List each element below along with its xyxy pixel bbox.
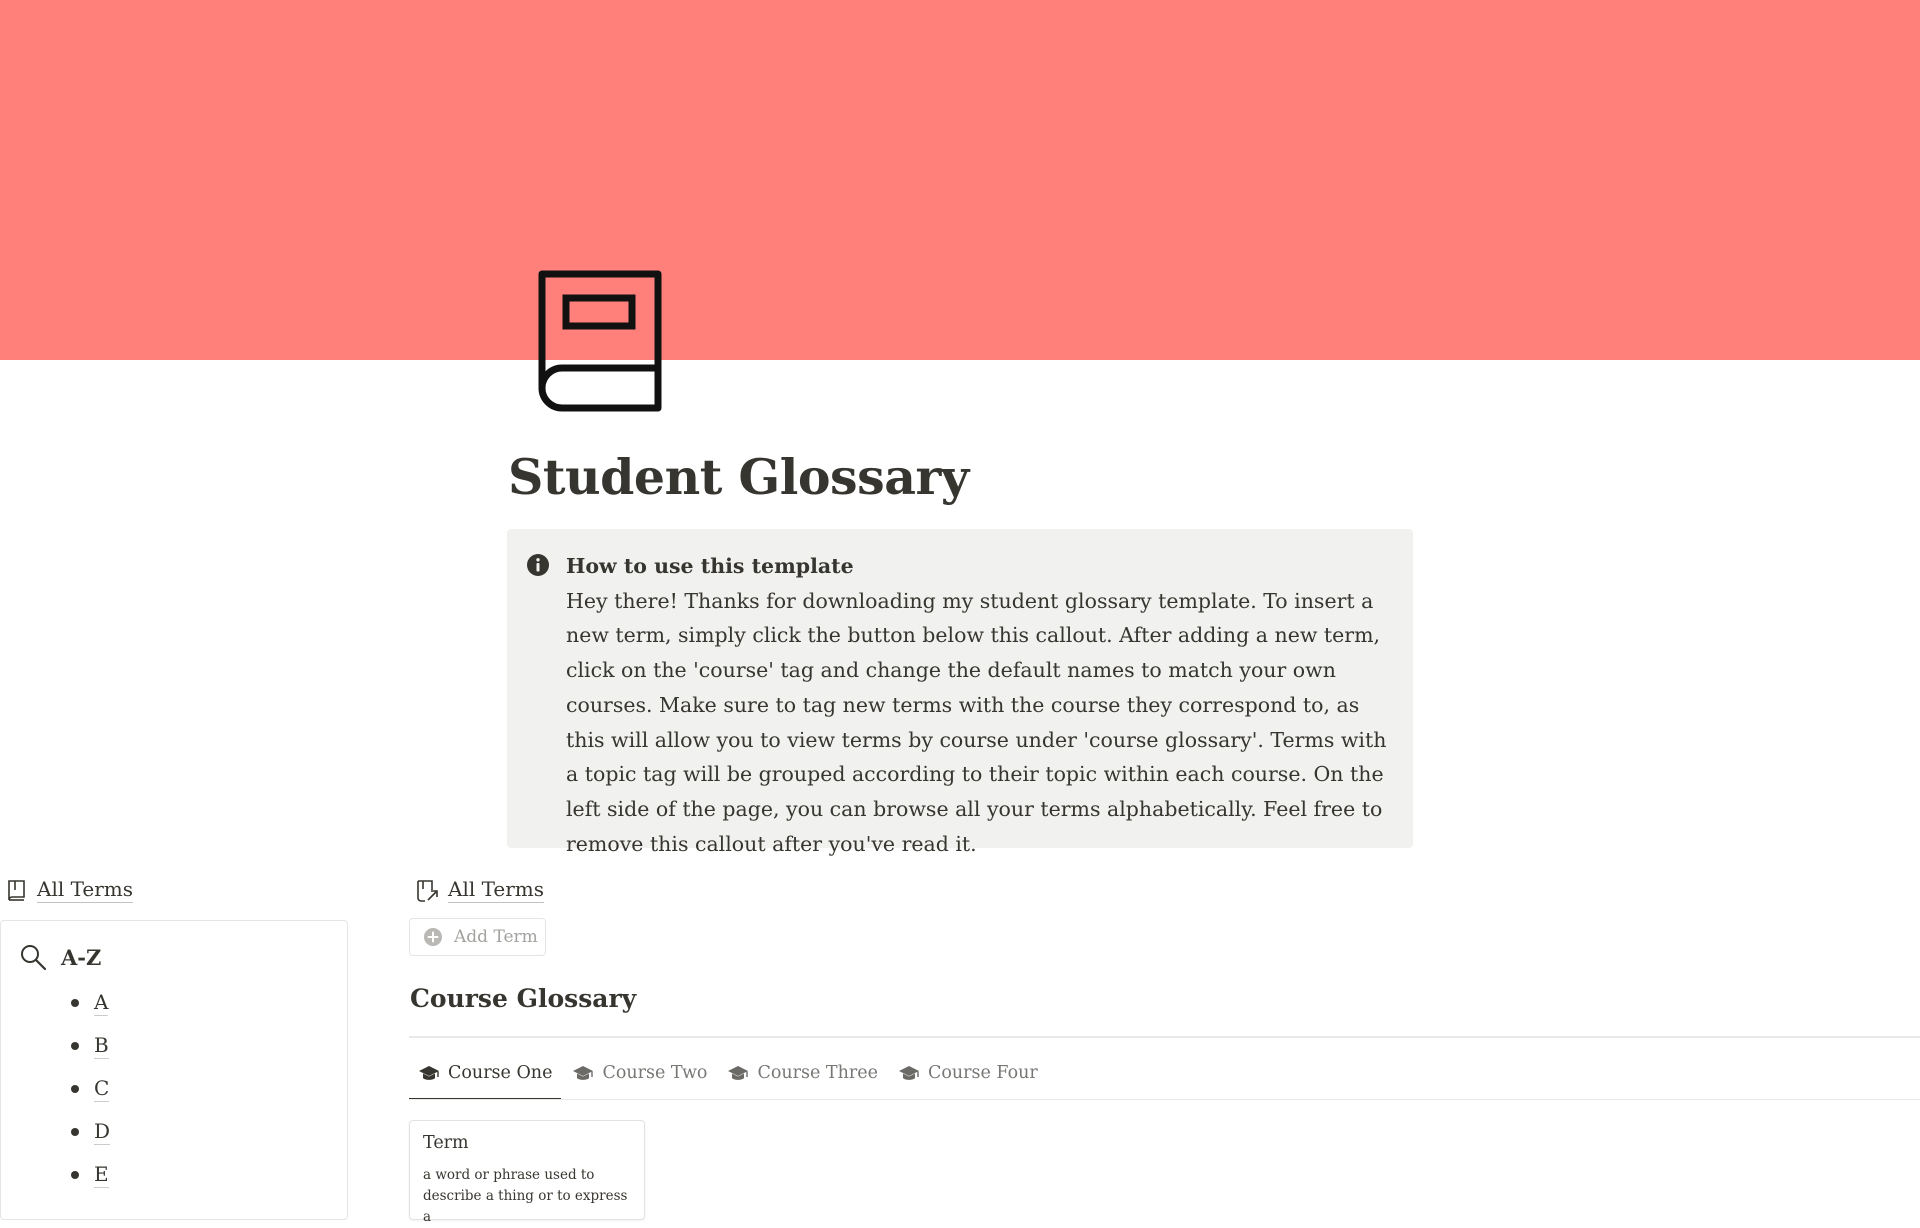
tab-course-two[interactable] <box>563 1054 716 1100</box>
callout-body: Hey there! Thanks for downloading my student glossary template. To insert a new term, simply click the button below this callout. After adding a new term, click on the 'course' tag and change the default names to match your own courses. Make sure to tag new terms with the course they correspond to, as this will allow you to view terms by course under 'course glossary'. Terms with a topic tag will be grouped according to their topic within each course. On the left side of the page, you can browse all your terms alphabetically. Feel free to remove this callout after you've read it. <box>566 588 1387 856</box>
tab-label: Course Three <box>757 1063 878 1083</box>
bullet <box>71 1128 79 1136</box>
all-terms-link-main[interactable] <box>408 870 1920 910</box>
letter-link[interactable]: A <box>94 989 109 1014</box>
list-item[interactable] <box>61 1024 110 1067</box>
az-header <box>19 943 101 971</box>
divider <box>409 1036 1920 1038</box>
left-column <box>0 870 352 910</box>
card-description: a word or phrase used to describe a thing or to express a <box>423 1167 628 1225</box>
page-title: Student Glossary <box>508 448 969 506</box>
letter-link[interactable]: E <box>94 1161 109 1186</box>
callout-title: How to use this template <box>566 554 854 578</box>
tab-course-one[interactable] <box>409 1054 561 1100</box>
view-tabs <box>409 1054 1049 1100</box>
az-title: A-Z <box>61 944 102 970</box>
bullet <box>71 1042 79 1050</box>
list-item[interactable] <box>61 1153 110 1196</box>
search-icon <box>19 943 47 971</box>
callout <box>507 529 1413 856</box>
info-icon <box>526 553 550 577</box>
list-item[interactable] <box>61 981 110 1024</box>
graduation-cap-icon <box>572 1064 594 1084</box>
plus-circle-icon <box>423 927 443 947</box>
letter-link[interactable]: C <box>94 1075 110 1100</box>
az-browse-box <box>0 920 348 1220</box>
book-open-icon <box>6 878 28 902</box>
letter-link[interactable]: B <box>94 1032 109 1057</box>
page-cover <box>0 0 1920 360</box>
letter-link[interactable]: D <box>94 1118 111 1143</box>
add-term-button[interactable] <box>409 918 546 956</box>
bullet <box>71 999 79 1007</box>
tab-label: Course One <box>448 1063 553 1083</box>
tab-label: Course Four <box>927 1063 1038 1083</box>
callout-text <box>566 549 1396 861</box>
book-icon <box>534 268 668 424</box>
az-letter-list <box>61 981 110 1196</box>
list-item[interactable] <box>61 1067 110 1110</box>
section-heading: Course Glossary <box>410 984 637 1013</box>
all-terms-link-label[interactable]: All Terms <box>448 877 545 901</box>
add-term-label: Add Term <box>454 927 538 947</box>
tab-label: Course Two <box>602 1063 708 1083</box>
database-link-icon <box>415 878 439 902</box>
graduation-cap-icon <box>418 1064 440 1084</box>
main-column <box>408 870 1920 910</box>
graduation-cap-icon <box>898 1064 920 1084</box>
all-terms-link-left[interactable] <box>0 870 352 910</box>
tabs-underline <box>409 1099 1920 1100</box>
tab-course-three[interactable] <box>718 1054 886 1100</box>
all-terms-link-label[interactable]: All Terms <box>37 877 134 901</box>
list-item[interactable] <box>61 1110 110 1153</box>
card-title: Term <box>423 1133 469 1153</box>
bullet <box>71 1171 79 1179</box>
tab-course-four[interactable] <box>889 1054 1047 1100</box>
bullet <box>71 1085 79 1093</box>
graduation-cap-icon <box>727 1064 749 1084</box>
gallery-card[interactable] <box>409 1120 645 1225</box>
